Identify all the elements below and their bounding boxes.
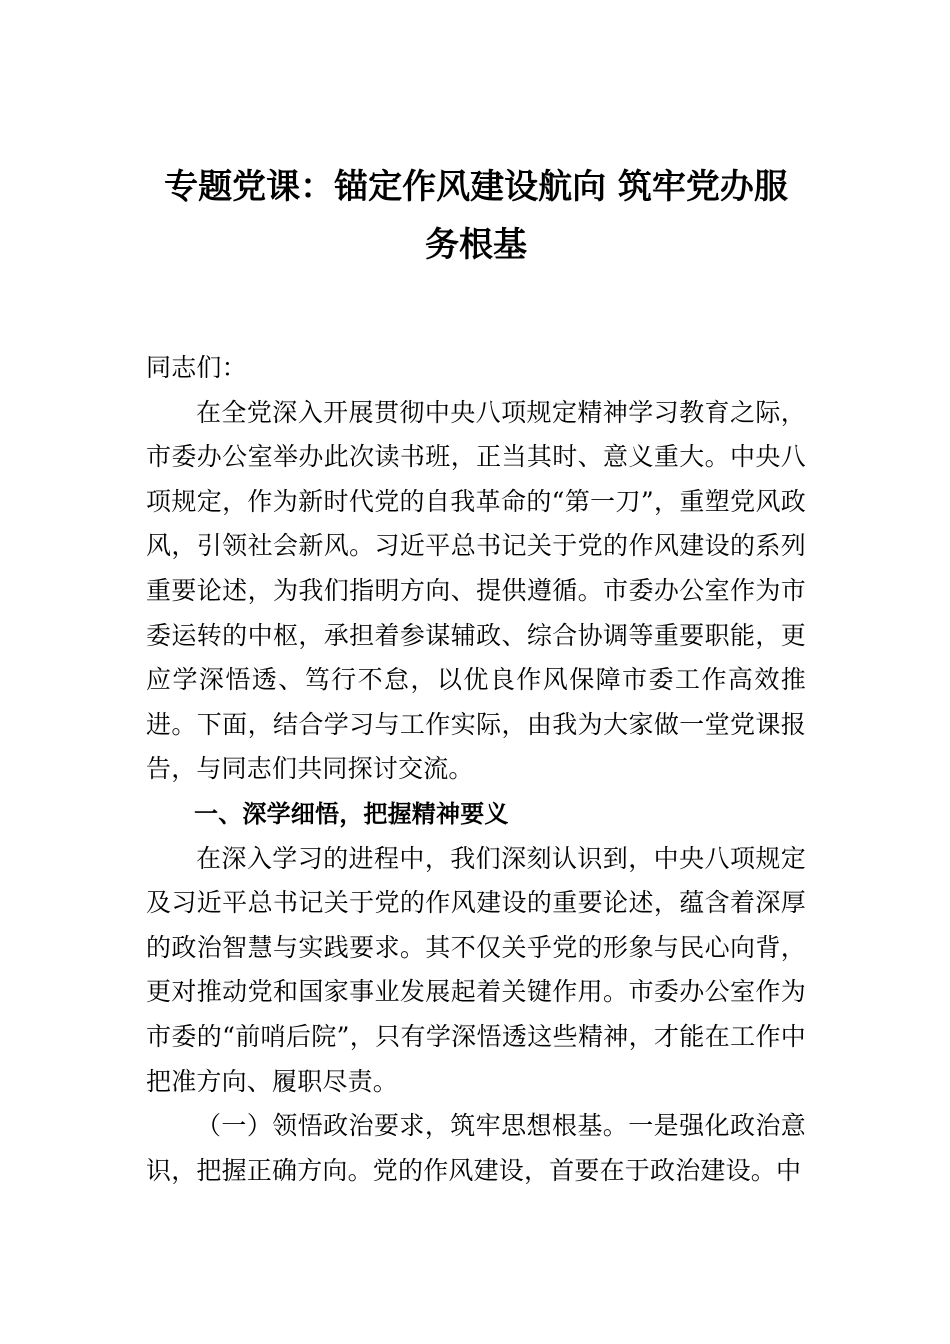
intro-paragraph: 在全党深入开展贯彻中央八项规定精神学习教育之际，市委办公室举办此次读书班，正当其时、意义重大。中央八项规定，作为新时代党的自我革命的“第一刀”，重塑党风政风，引领社会新风。习近平总书记关于党的作风建设的系列重要论述，为我们指明方向、提供遵循。市委办公室作为市委运转的中枢，承担着参谋辅政、综合协调等重要职能，更应学深悟透、笃行不怠，以优良作风保障市委工作高效推进。下面，结合学习与工作实际，由我为大家做一堂党课报告，与同志们共同探讨交流。 (146, 397, 806, 784)
subsection-1-heading: （一）领悟政治要求，筑牢思想根基。 (196, 1111, 629, 1141)
title-line-2: 务根基 (425, 225, 527, 265)
section-1-paragraph: 在深入学习的进程中，我们深刻认识到，中央八项规定及习近平总书记关于党的作风建设的重要论述，蕴含着深厚的政治智慧与实践要求。其不仅关乎党的形象与民心向背，更对推动党和国家事业发展起着关键作用。市委办公室作为市委的“前哨后院”，只有学深悟透这些精神，才能在工作中把准方向、履职尽责。 (146, 843, 806, 1096)
document-title (138, 158, 814, 274)
title-line-1: 专题党课：锚定作风建设航向 筑牢党办服 (164, 167, 788, 207)
salutation: 同志们： (146, 353, 247, 382)
subsection-1-paragraph (146, 1104, 806, 1193)
document-body (146, 346, 806, 1193)
section-1-heading: 一、深学细悟，把握精神要义 (194, 799, 509, 828)
subsection-1-text: 一是强化政治意识，把握正确方向。党的作风建设，首要在于政治建设。中 (146, 1111, 807, 1185)
